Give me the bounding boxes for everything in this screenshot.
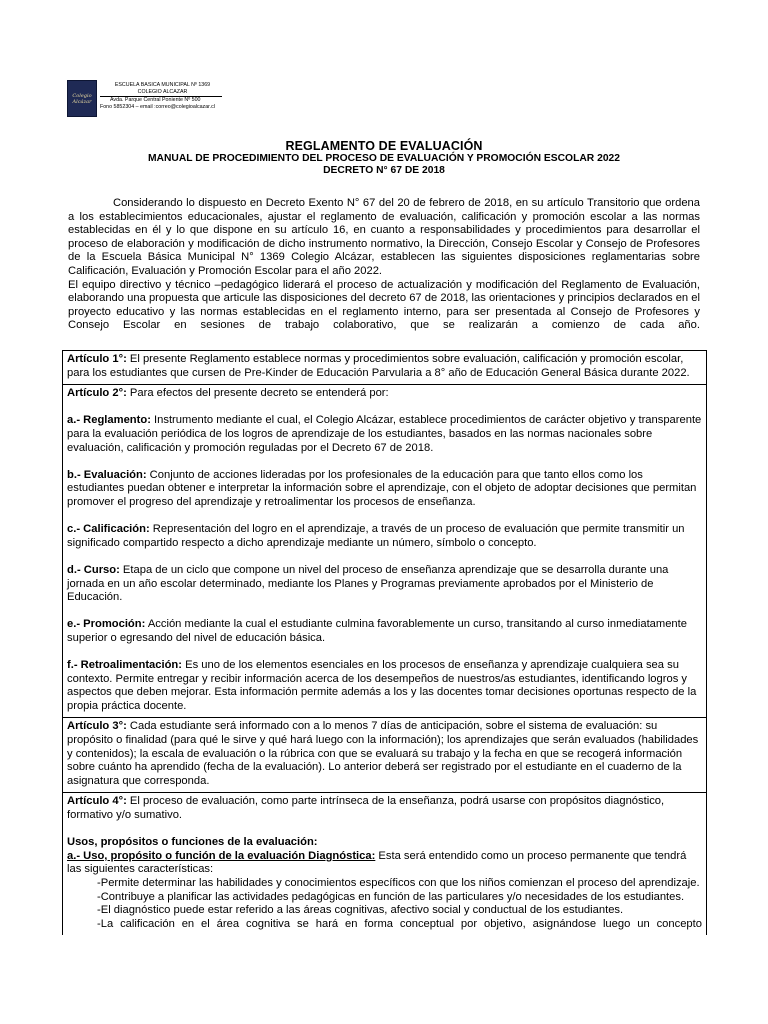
intro-paragraph-1: Considerando lo dispuesto en Decreto Exento N° 67 del 20 de febrero de 2018, en su artículo Transitorio que ordena a los establecimientos educacionales, ajustar el reglamento de evaluación, calificación y promoción escolar a las normas establecidas en él y lo que dispone en su artículo 16, en cuanto a responsabilidades y procedimientos para desarrollar el proceso de elaboración y modificación de dicho instrumento normativo, la Dirección, Consejo Escolar y Consejo de Profesores de la Escuela Básica Municipal N° 1369 Colegio Alcázar, establecen las siguientes disposiciones reglamentarias sobre Calificación, Evaluación y Promoción Escolar para el año 2022. <box>68 197 700 277</box>
document-title: REGLAMENTO DE EVALUACIÓN <box>285 139 483 153</box>
article-3-row <box>63 718 707 793</box>
definition-retroalimentacion <box>67 659 702 713</box>
school-subname-line: COLEGIO ALCAZAR <box>137 88 188 95</box>
article-4-row <box>63 793 707 935</box>
school-address-line: Avda. Parque Central Poniente Nº 500 <box>110 97 201 104</box>
document-decree: DECRETO N° 67 DE 2018 <box>323 165 445 176</box>
definition-text: Conjunto de acciones lideradas por los profesionales de la educación para que tanto ellos como los estudiantes puedan obtener e interpretar la información sobre el aprendizaje, con el objeto de adoptar decisiones que permitan promover el progreso del aprendizaje y retroalimentar los procesos de enseñanza. <box>67 468 697 508</box>
article-2-intro <box>67 387 702 401</box>
diagnostic-section <box>67 850 702 877</box>
definition-term: b.- Evaluación: <box>67 468 147 481</box>
document-title-block <box>0 139 768 177</box>
school-header <box>67 80 227 120</box>
uses-heading: Usos, propósitos o funciones de la evaluación: <box>67 836 318 849</box>
article-4-cell <box>63 793 707 935</box>
article-2-row <box>63 385 707 718</box>
articles-table <box>62 350 707 935</box>
definition-text: Etapa de un ciclo que compone un nivel del proceso de enseñanza aprendizaje que se desarrolla durante una jornada en un año escolar determinado, mediante los Planes y Programas previamente aprobados por el Ministerio de Educación. <box>67 563 669 604</box>
definition-reglamento <box>67 414 702 455</box>
definition-curso <box>67 564 702 605</box>
definition-calificacion <box>67 523 702 550</box>
document-subtitle: MANUAL DE PROCEDIMIENTO DEL PROCESO DE EVALUACIÓN Y PROMOCIÓN ESCOLAR 2022 <box>147 153 620 164</box>
article-1-text: El presente Reglamento establece normas y procedimientos sobre evaluación, calificación y promoción escolar, para los estudiantes que cursen de Pre-Kinder de Educación Parvularia a 8° año de Educación General Básica durante 2022. <box>67 353 690 379</box>
diagnostic-text: Esta será entendido como un proceso permanente que tendrá las siguientes características: <box>67 849 687 876</box>
article-1-label: Artículo 1°: <box>67 353 127 365</box>
article-3-text: Cada estudiante será informado con a lo menos 7 días de anticipación, sobre el sistema de evaluación: su propósito o finalidad (para qué le sirve y qué hará luego con la información); los aprendizajes que serán evaluados (habilidades y contenidos); la escala de evaluación o la rúbrica con que se evaluará su trabajo y la fecha en que se recogerá información sobre cuánto ha aprendido (fecha de la evaluación). Lo anterior deberá ser registrado por el estudiante en el cuaderno de la asignatura que corresponda. <box>67 720 699 787</box>
definition-term: f.- Retroalimentación: <box>67 659 182 672</box>
definition-term: e.- Promoción: <box>67 618 146 631</box>
article-4-text: El proceso de evaluación, como parte intrínseca de la enseñanza, podrá usarse con propósitos diagnóstico, formativo y/o sumativo. <box>67 795 665 821</box>
article-1 <box>67 353 702 380</box>
definition-term: c.- Calificación: <box>67 523 150 536</box>
school-name-line: ESCUELA BASICA MUNICIPAL Nº 1369 <box>114 82 211 88</box>
article-4-label: Artículo 4°: <box>67 795 127 808</box>
intro-paragraph-2: El equipo directivo y técnico –pedagógico liderará el proceso de actualización y modificación del Reglamento de Evaluación, elaborando una propuesta que articule las disposiciones del decreto 67 de 2018, las orientaciones y principios declarados en el proyecto educativo y las normas establecidas en el reglamento interno, para ser presentada al Consejo de Profesores y Consejo Escolar en sesiones de trabajo colaborativo, que se realizarán a comienzo de cada año. <box>68 278 700 332</box>
article-3-label: Artículo 3°: <box>67 720 127 733</box>
article-4 <box>67 795 702 822</box>
article-1-cell <box>63 351 707 385</box>
definition-evaluacion <box>67 469 702 510</box>
definition-text: Representación del logro en el aprendizaje, a través de un proceso de evaluación que permite transmitir un significado compartido respecto a dicho aprendizaje mediante un número, símbolo o concepto. <box>67 523 685 549</box>
article-2-cell <box>63 385 707 718</box>
article-2-text: Para efectos del presente decreto se entenderá por: <box>126 387 389 400</box>
definition-text: Es uno de los elementos esenciales en los procesos de enseñanza y aprendizaje cualquiera sea su contexto. Permite entregar y recibir información acerca de los desempeños de nuestros/as estudiantes, identificando logros y aspectos que deben mejorar. Esta información permite además a los y las docentes tomar decisiones oportunas respecto de la propia práctica docente. <box>67 659 697 712</box>
definition-term: d.- Curso: <box>67 563 120 576</box>
article-3-cell <box>63 718 707 793</box>
diagnostic-item: -La calificación en el área cognitiva se hará en forma conceptual por objetivo, asignándose luego un concepto <box>97 917 702 930</box>
logo-text: Colegio Alcázar <box>72 92 92 105</box>
diagnostic-item: -Permite determinar las habilidades y conocimientos específicos con que los niños comienzan el proceso del aprendizaje. <box>97 876 700 889</box>
article-1-row <box>63 351 707 385</box>
diagnostic-item: -Contribuye a planificar las actividades pedagógicas en función de las particulares y/o necesidades de los estudiantes. <box>97 890 685 903</box>
school-logo <box>67 80 97 117</box>
school-info <box>100 82 225 111</box>
article-3 <box>67 720 702 788</box>
definition-text: Instrumento mediante el cual, el Colegio Alcázar, establece procedimientos de carácter objetivo y transparente para la evaluación periódica de los logros de aprendizaje de los estudiantes, basados en las normas nacionales sobre evaluación, calificación y promoción reguladas por el Decreto 67 de 2018. <box>67 414 702 454</box>
intro-section <box>68 197 700 333</box>
definition-promocion <box>67 618 702 645</box>
definition-text: Acción mediante la cual el estudiante culmina favorablemente un curso, transitando al curso inmediatamente superior o egresando del nivel de educación básica. <box>67 618 687 644</box>
diagnostic-label: a.- Uso, propósito o función de la evaluación Diagnóstica: <box>67 849 376 862</box>
school-contact-line: Fono 5852304 – email :correo@colegioalcazar.cl <box>100 104 215 111</box>
definition-term: a.- Reglamento: <box>67 414 151 427</box>
diagnostic-item: -El diagnóstico puede estar referido a las áreas cognitivas, afectivo social y conductual de los estudiantes. <box>97 904 624 917</box>
article-2-label: Artículo 2°: <box>67 387 127 400</box>
